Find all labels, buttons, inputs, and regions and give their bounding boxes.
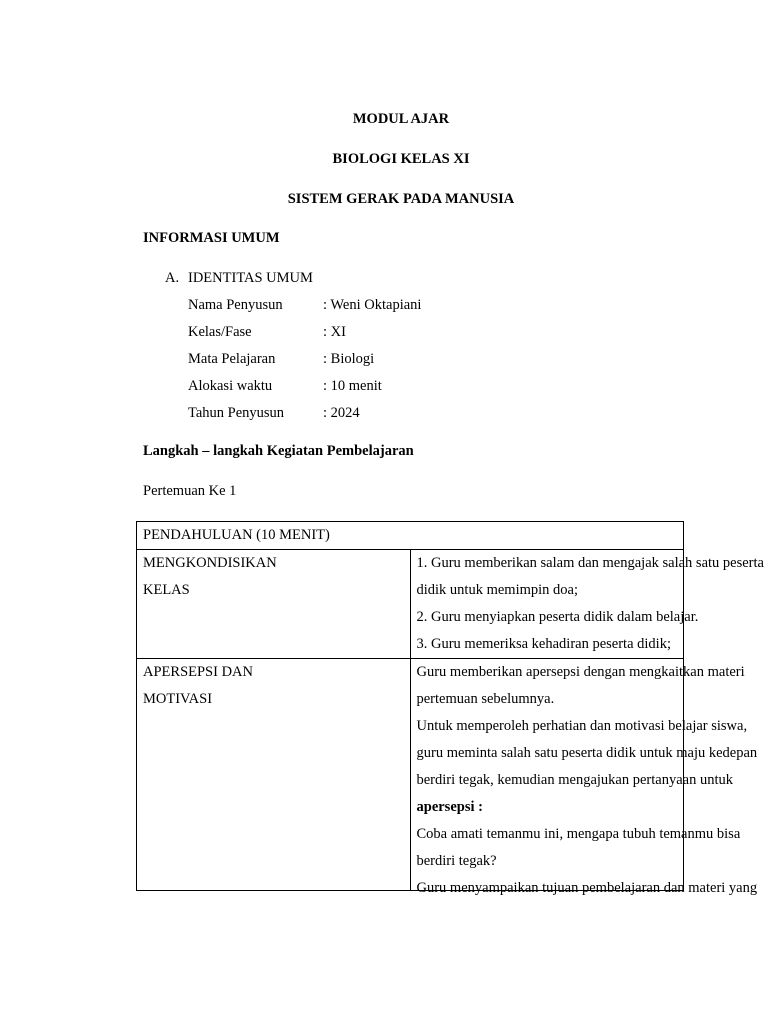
content-line: Guru memberikan apersepsi dengan mengkaitkan materi (416, 664, 745, 680)
table-header-cell (137, 522, 684, 550)
identity-heading: IDENTITAS UMUM (188, 270, 313, 286)
row-content-cell (410, 659, 758, 896)
identity-label: Kelas/Fase (188, 324, 252, 340)
lesson-table (136, 521, 764, 896)
table-header-text: PENDAHULUAN (10 MENIT) (143, 527, 330, 543)
identity-label: Tahun Penyusun (188, 405, 285, 421)
meeting-label: Pertemuan Ke 1 (143, 483, 237, 499)
table-row (137, 659, 684, 891)
title-modul-ajar: MODUL AJAR (352, 111, 450, 127)
row-content-cell (410, 550, 764, 659)
content-line: Untuk memperoleh perhatian dan motivasi belajar siswa, (416, 718, 748, 734)
identity-value: : 2024 (323, 405, 360, 421)
identity-label: Alokasi waktu (188, 378, 273, 394)
identity-label: Mata Pelajaran (188, 351, 276, 367)
identity-value: : Weni Oktapiani (323, 297, 422, 313)
content-line: didik untuk memimpin doa; (416, 582, 579, 598)
content-line: guru meminta salah satu peserta didik untuk maju kedepan (416, 745, 758, 761)
content-line: 3. Guru memeriksa kehadiran peserta didik; (416, 636, 671, 652)
row-label-line: MENGKONDISIKAN (143, 555, 277, 571)
title-subject-class: BIOLOGI KELAS XI (332, 151, 470, 167)
section-heading-informasi-umum: INFORMASI UMUM (143, 230, 280, 246)
identity-label: Nama Penyusun (188, 297, 283, 313)
row-label-line: APERSEPSI DAN (143, 664, 253, 680)
table-header-row (137, 522, 684, 550)
identity-value: : 10 menit (323, 378, 382, 394)
title-topic: SISTEM GERAK PADA MANUSIA (287, 191, 515, 207)
content-line: 1. Guru memberikan salam dan mengajak salah satu peserta (416, 555, 764, 571)
content-line: Guru menyampaikan tujuan pembelajaran dan materi yang (416, 880, 758, 896)
content-line: 2. Guru menyiapkan peserta didik dalam belajar. (416, 609, 699, 625)
row-label-cell (137, 659, 411, 891)
identity-list-marker: A. (165, 270, 180, 286)
content-line-bold: apersepsi : (416, 799, 483, 815)
steps-heading: Langkah – langkah Kegiatan Pembelajaran (143, 443, 414, 459)
content-line: Coba amati temanmu ini, mengapa tubuh temanmu bisa (416, 826, 741, 842)
row-label-cell (137, 550, 411, 659)
identity-value: : Biologi (323, 351, 375, 367)
content-clip (416, 659, 758, 896)
row-label-line: KELAS (143, 582, 190, 598)
identity-value: : XI (323, 324, 346, 340)
row-label-line: MOTIVASI (143, 691, 213, 707)
content-line: pertemuan sebelumnya. (416, 691, 555, 707)
table-row (137, 550, 684, 659)
content-line: berdiri tegak? (416, 853, 497, 869)
content-line: berdiri tegak, kemudian mengajukan pertanyaan untuk (416, 772, 733, 788)
